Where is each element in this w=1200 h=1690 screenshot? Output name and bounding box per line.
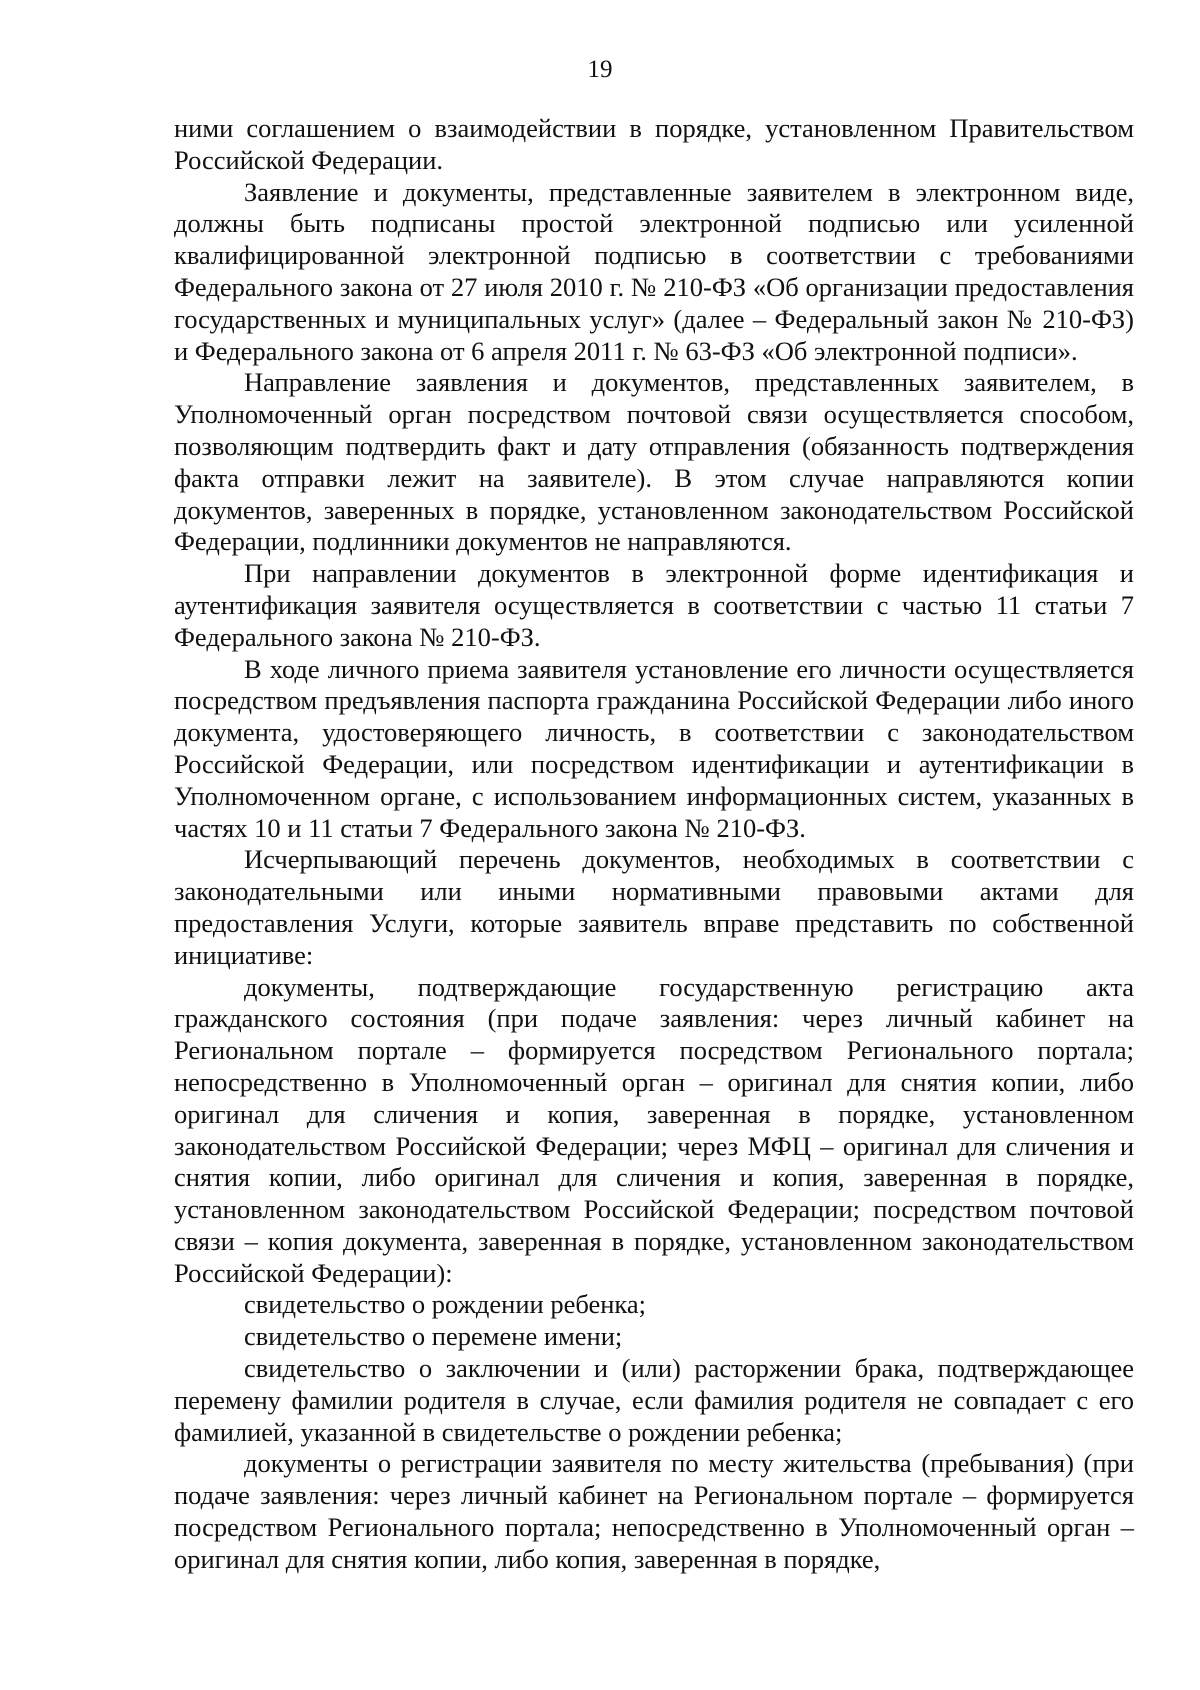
paragraph-residence-registration: документы о регистрации заявителя по месту жительства (пребывания) (при подаче заявления: через личный кабинет на Региональном портале – формируется посредством Регионального портала; непосредственно в Уполномоченный орган – оригинал для снятия копии, либо копия, заверенная в порядке,: [174, 1448, 1134, 1574]
document-body: [174, 113, 1134, 1576]
paragraph-postal-submission: Направление заявления и документов, представленных заявителем, в Уполномоченный орган посредством почтовой связи осуществляется способом, позволяющим подтвердить факт и дату отправления (обязанность подтверждения факта отправки лежит на заявителе). В этом случае направляются копии документов, заверенных в порядке, установленном законодательством Российской Федерации, подлинники документов не направляются.: [174, 367, 1134, 557]
paragraph-documents-list-intro: Исчерпывающий перечень документов, необходимых в соответствии с законодательными или иными нормативными правовыми актами для предоставления Услуги, которые заявитель вправе представить по собственной инициативе:: [174, 844, 1134, 970]
paragraph-authentication: При направлении документов в электронной форме идентификация и аутентификация заявителя осуществляется в соответствии с частью 11 статьи 7 Федерального закона № 210-ФЗ.: [174, 558, 1134, 652]
paragraph-continuation: ними соглашением о взаимодействии в порядке, установленном Правительством Российской Федерации.: [174, 113, 1134, 175]
paragraph-personal-reception: В ходе личного приема заявителя установление его личности осуществляется посредством предъявления паспорта гражданина Российской Федерации либо иного документа, удостоверяющего личность, в соответствии с законодательством Российской Федерации, или посредством идентификации и аутентификации в Уполномоченном органе, с использованием информационных систем, указанных в частях 10 и 11 статьи 7 Федерального закона № 210-ФЗ.: [174, 653, 1134, 843]
paragraph-civil-registration-docs: документы, подтверждающие государственную регистрацию акта гражданского состояния (при подаче заявления: через личный кабинет на Региональном портале – формируется посредством Регионального портала; непосредственно в Уполномоченный орган – оригинал для снятия копии, либо оригинал для сличения и копия, заверенная в порядке, установленном законодательством Российской Федерации; через МФЦ – оригинал для сличения и снятия копии, либо оригинал для сличения и копия, заверенная в порядке, установленном законодательством Российской Федерации; посредством почтовой связи – копия документа, заверенная в порядке, установленном законодательством Российской Федерации):: [174, 971, 1134, 1288]
list-item-marriage-certificate: свидетельство о заключении и (или) расторжении брака, подтверждающее перемену фамилии родителя в случае, если фамилия родителя не совпадает с его фамилией, указанной в свидетельстве о рождении ребенка;: [174, 1353, 1134, 1447]
page-number: 19: [587, 56, 613, 83]
paragraph-electronic-signature: Заявление и документы, представленные заявителем в электронном виде, должны быть подписаны простой электронной подписью или усиленной квалифицированной электронной подписью в соответствии с требованиями Федерального закона от 27 июля 2010 г. № 210-ФЗ «Об организации предоставления государственных и муниципальных услуг» (далее – Федеральный закон № 210-ФЗ) и Федерального закона от 6 апреля 2011 г. № 63-ФЗ «Об электронной подписи».: [174, 176, 1134, 366]
list-item-birth-certificate: свидетельство о рождении ребенка;: [244, 1289, 647, 1320]
list-item-name-change-certificate: свидетельство о перемене имени;: [244, 1321, 623, 1352]
